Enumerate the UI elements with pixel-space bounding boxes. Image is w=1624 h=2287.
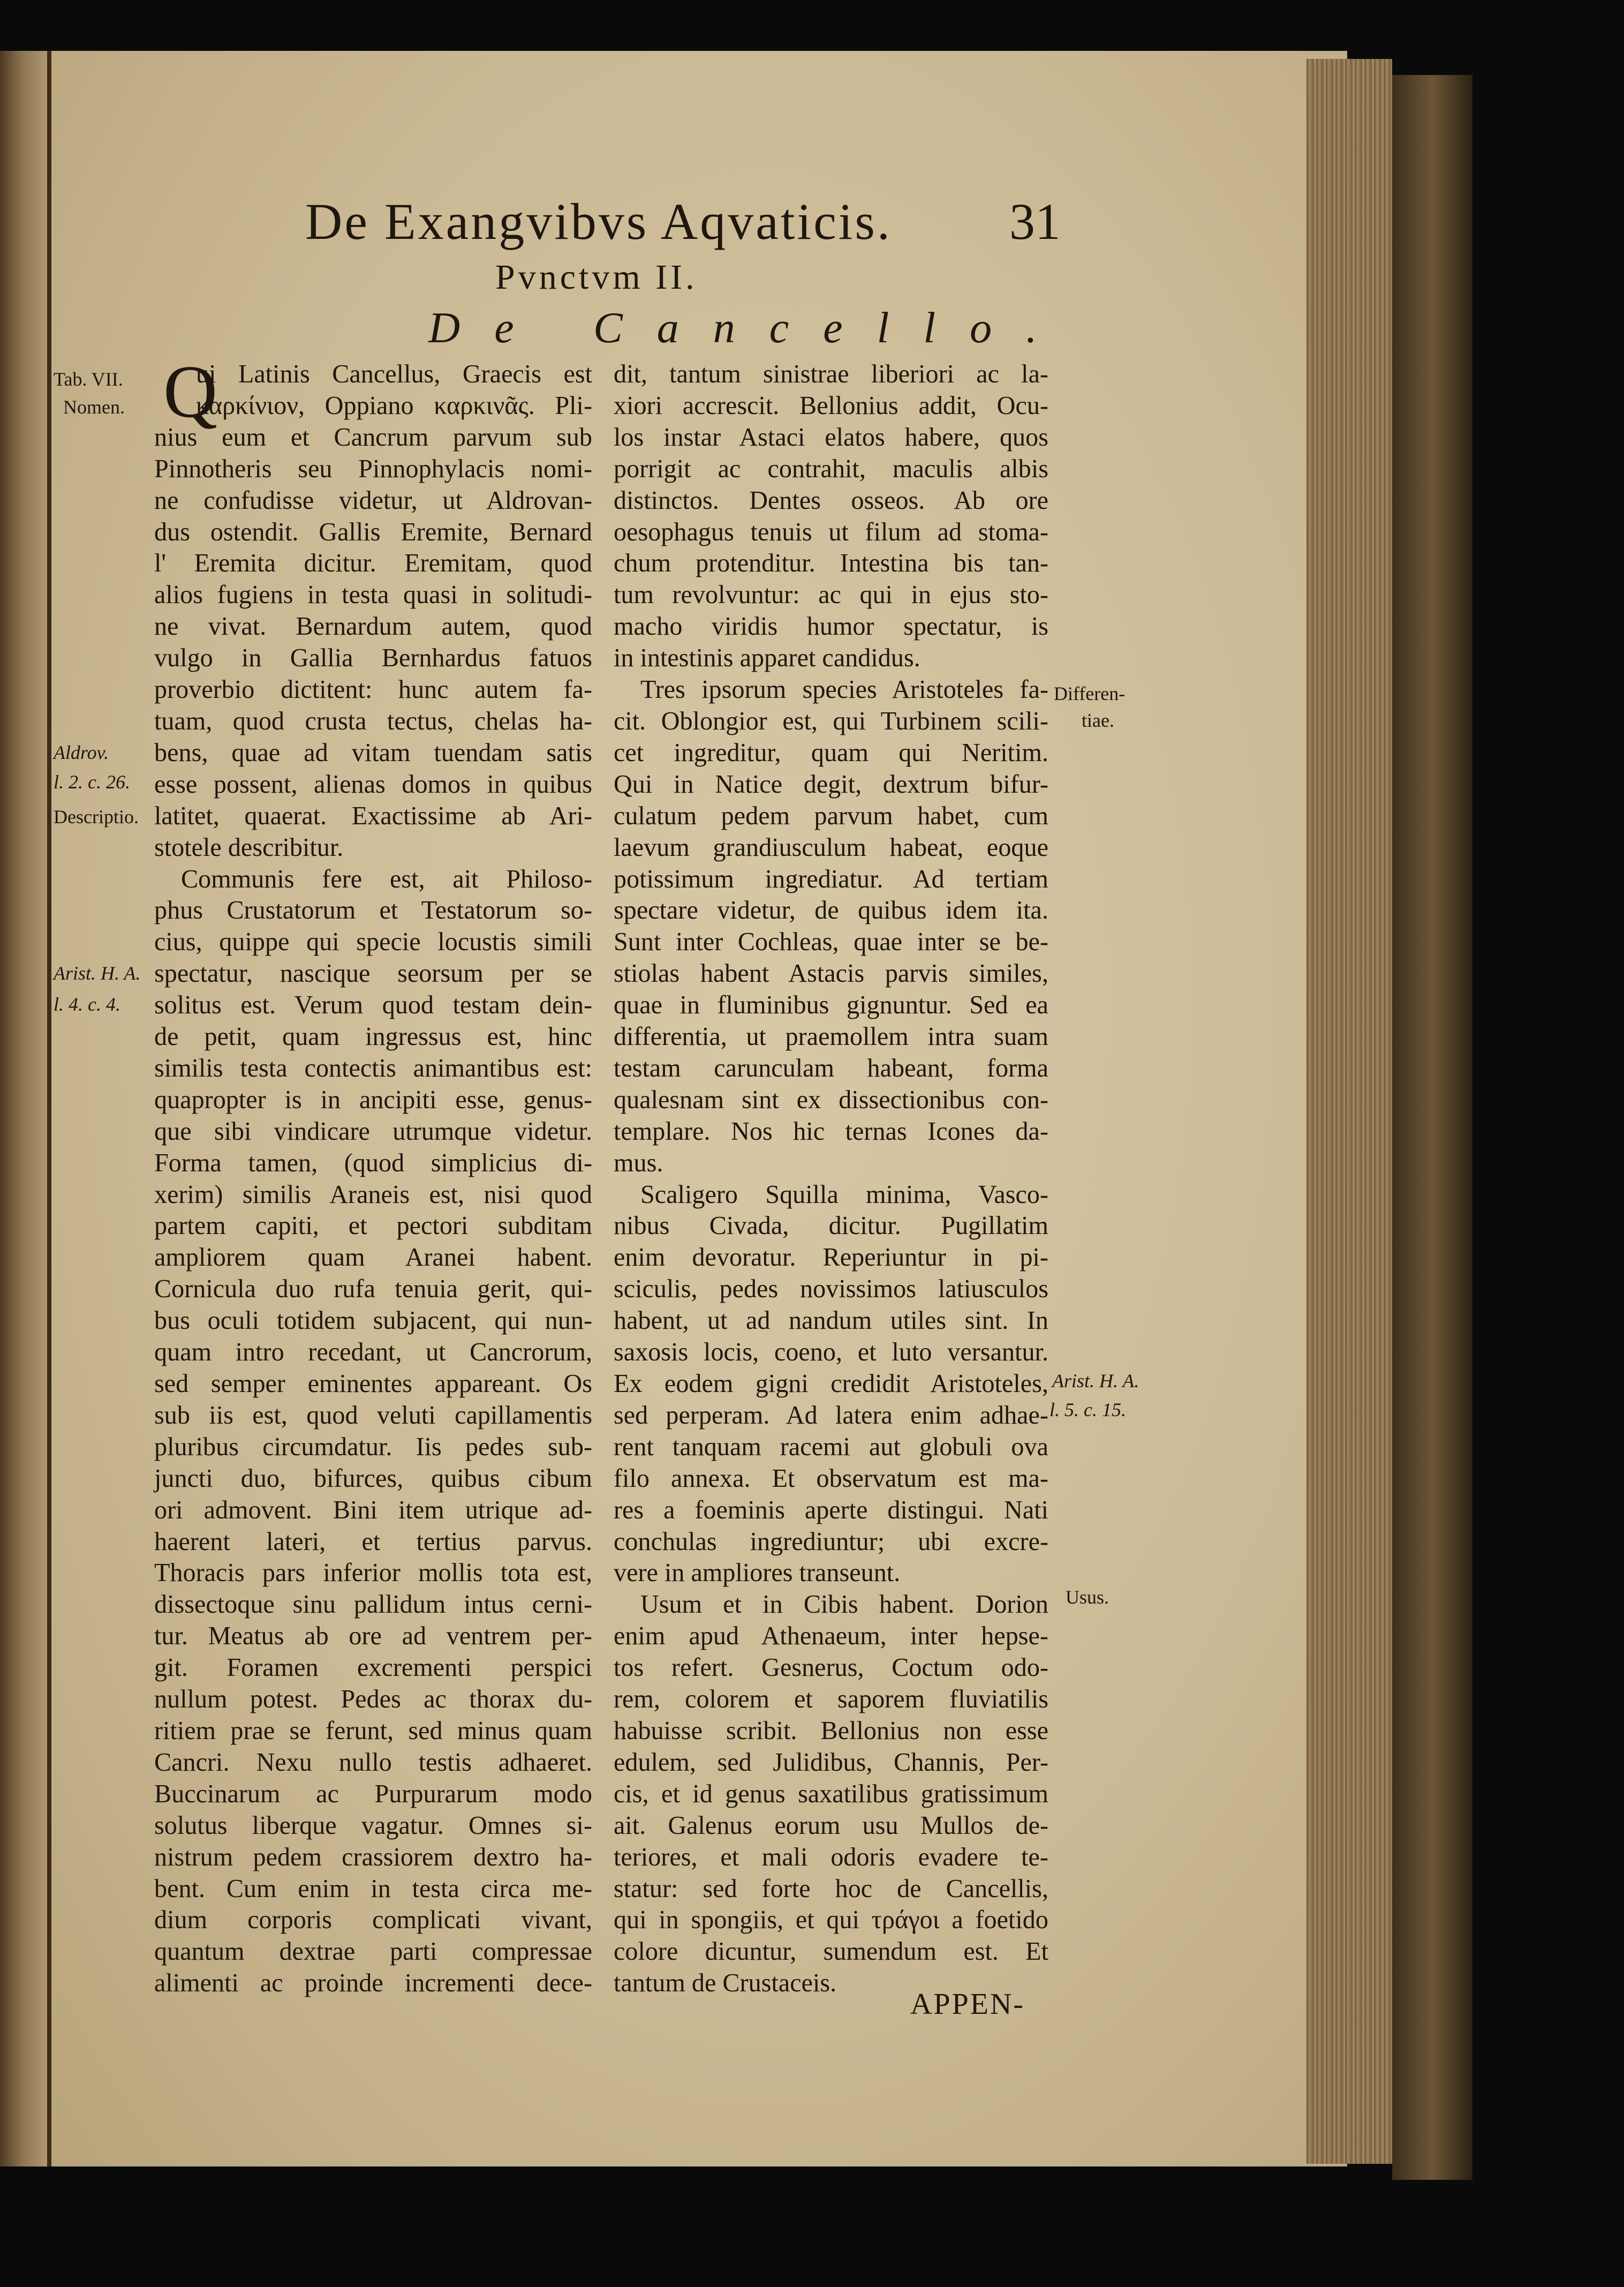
text-line: Usum et in Cibis habent. Dorion bbox=[640, 1590, 1048, 1619]
text-line: Forma tamen, (quod simplicius di- bbox=[154, 1148, 592, 1177]
text-line: sed semper eminentes appareant. Os bbox=[154, 1370, 592, 1398]
text-line: cit. Oblongior est, qui Turbinem scili- bbox=[614, 706, 1048, 735]
text-line: vere in ampliores transeunt. bbox=[614, 1559, 901, 1588]
text-line: juncti duo, bifurces, quibus cibum bbox=[154, 1464, 592, 1493]
section-subtitle: De Cancello. bbox=[428, 303, 1071, 352]
text-line: nistrum pedem crassiorem dextro ha- bbox=[154, 1842, 592, 1871]
text-line: partem capiti, et pectori subditam bbox=[154, 1212, 592, 1240]
text-line: alimenti ac proinde incrementi dece- bbox=[154, 1969, 592, 1998]
text-line: chum protenditur. Intestina bis tan- bbox=[614, 549, 1048, 578]
text-line: bens, quae ad vitam tuendam satis bbox=[154, 738, 592, 767]
text-line: tuam, quod crusta tectus, chelas ha- bbox=[154, 706, 592, 735]
text-line: quam intro recedant, ut Cancrorum, bbox=[154, 1338, 592, 1367]
text-line: solitus est. Verum quod testam dein- bbox=[154, 991, 592, 1020]
text-line: testam carunculam habeant, forma bbox=[614, 1054, 1048, 1082]
text-line: dium corporis complicati vivant, bbox=[154, 1906, 592, 1935]
margin-note-nomen: Nomen. bbox=[63, 396, 125, 418]
text-line: culatum pedem parvum habet, cum bbox=[614, 801, 1048, 830]
text-line: templare. Nos hic ternas Icones da- bbox=[614, 1117, 1048, 1146]
text-line: Cancri. Nexu nullo testis adhaeret. bbox=[154, 1748, 592, 1777]
text-line: edulem, sed Julidibus, Channis, Per- bbox=[614, 1748, 1048, 1777]
text-line: xiori accrescit. Bellonius addit, Ocu- bbox=[614, 391, 1048, 420]
text-line: dissectoque sinu pallidum intus cerni- bbox=[154, 1590, 592, 1619]
text-line: ne confudisse videtur, ut Aldrovan- bbox=[154, 486, 592, 515]
text-line: esse possent, alienas domos in quibus bbox=[154, 770, 592, 799]
text-line: Sunt inter Cochleas, quae inter se be- bbox=[614, 928, 1048, 957]
text-line: Ex eodem gigni credidit Aristoteles, bbox=[614, 1370, 1048, 1398]
text-line: que sibi vindicare utrumque videtur. bbox=[154, 1117, 592, 1146]
text-line: tos refert. Gesnerus, Coctum odo- bbox=[614, 1653, 1048, 1682]
book-cover bbox=[1392, 75, 1472, 2180]
text-line: Cornicula duo rufa tenuia gerit, qui- bbox=[154, 1275, 592, 1304]
text-line: mus. bbox=[614, 1148, 663, 1177]
text-line: teriores, et mali odoris evadere te- bbox=[614, 1842, 1048, 1871]
text-line: ait. Galenus eorum usu Mullos de- bbox=[614, 1811, 1048, 1840]
text-line: enim apud Athenaeum, inter hepse- bbox=[614, 1622, 1048, 1651]
text-line: phus Crustatorum et Testatorum so- bbox=[154, 896, 592, 925]
margin-note-differentiae: Differen- bbox=[1054, 683, 1126, 704]
text-line: nibus Civada, dicitur. Pugillatim bbox=[614, 1212, 1048, 1240]
page-number: 31 bbox=[1009, 193, 1061, 250]
margin-note-arist: Arist. H. A. bbox=[54, 962, 141, 984]
text-line: Pinnotheris seu Pinnophylacis nomi- bbox=[154, 454, 592, 483]
text-line: vulgo in Gallia Bernhardus fatuos bbox=[154, 644, 592, 673]
text-line: cius, quippe qui specie locustis simili bbox=[154, 928, 592, 957]
text-line: dus ostendit. Gallis Eremite, Bernard bbox=[154, 517, 592, 546]
right-text-column bbox=[614, 359, 1048, 1999]
text-line: pluribus circumdatur. Iis pedes sub- bbox=[154, 1432, 592, 1461]
text-line: colore dicuntur, sumendum est. Et bbox=[614, 1937, 1048, 1966]
text-line: l' Eremita dicitur. Eremitam, quod bbox=[154, 549, 592, 578]
text-line: qui in spongiis, et qui τράγοι a foetido bbox=[614, 1906, 1048, 1935]
text-line: ui Latinis Cancellus, Graecis est bbox=[196, 360, 592, 388]
text-line: bent. Cum enim in testa circa me- bbox=[154, 1874, 592, 1903]
text-line: tum revolvuntur: ac qui in ejus sto- bbox=[614, 581, 1048, 610]
text-line: porrigit ac contrahit, maculis albis bbox=[614, 454, 1048, 483]
text-line: sub iis est, quod veluti capillamentis bbox=[154, 1401, 592, 1430]
text-line: nius eum et Cancrum parvum sub bbox=[154, 423, 592, 452]
text-line: rent tanquam racemi aut globuli ova bbox=[614, 1432, 1048, 1461]
text-line: quae in fluminibus gignuntur. Sed ea bbox=[614, 991, 1048, 1020]
text-line: tur. Meatus ab ore ad ventrem per- bbox=[154, 1622, 592, 1651]
text-line: potissimum ingrediatur. Ad tertiam bbox=[614, 864, 1048, 893]
running-head: De Exangvibvs Aqvaticis. bbox=[305, 193, 892, 250]
text-line: stotele describitur. bbox=[154, 833, 344, 862]
text-line: filo annexa. Et observatum est ma- bbox=[614, 1464, 1048, 1493]
text-line: ampliorem quam Aranei habent. bbox=[154, 1243, 592, 1272]
margin-note-arist-right: Arist. H. A. bbox=[1052, 1370, 1139, 1391]
text-line: tantum de Crustaceis. bbox=[614, 1969, 837, 1998]
text-line: laevum grandiusculum habeat, eoque bbox=[614, 833, 1048, 862]
text-line: alios fugiens in testa quasi in solitudi- bbox=[154, 581, 592, 610]
margin-note-arist-ref: l. 4. c. 4. bbox=[54, 994, 120, 1015]
text-line: Communis fere est, ait Philoso- bbox=[181, 864, 592, 893]
text-line: differentia, ut praemollem intra suam bbox=[614, 1022, 1048, 1051]
text-line: Scaligero Squilla minima, Vasco- bbox=[640, 1180, 1048, 1209]
margin-note-differentiae-2: tiae. bbox=[1082, 710, 1114, 731]
text-line: cet ingreditur, quam qui Neritim. bbox=[614, 738, 1048, 767]
text-line: nullum potest. Pedes ac thorax du- bbox=[154, 1685, 592, 1714]
text-line: ne vivat. Bernardum autem, quod bbox=[154, 612, 592, 641]
left-text-column bbox=[154, 350, 592, 1999]
text-line: dit, tantum sinistrae liberiori ac la- bbox=[614, 360, 1048, 388]
text-line: res a foeminis aperte distingui. Nati bbox=[614, 1495, 1048, 1524]
drop-capital: Q bbox=[163, 350, 218, 433]
text-line: conchulas ingrediuntur; ubi excre- bbox=[614, 1527, 1048, 1556]
text-line: Thoracis pars inferior mollis tota est, bbox=[154, 1559, 592, 1588]
margin-note-arist-right-ref: l. 5. c. 15. bbox=[1049, 1399, 1126, 1420]
text-line: Qui in Natice degit, dextrum bifur- bbox=[614, 770, 1048, 799]
text-line: quantum dextrae parti compressae bbox=[154, 1937, 592, 1966]
text-line: git. Foramen excrementi perspici bbox=[154, 1653, 592, 1682]
text-line: ori admovent. Bini item utrique ad- bbox=[154, 1495, 592, 1524]
text-line: bus oculi totidem subjacent, qui nun- bbox=[154, 1306, 592, 1335]
text-line: habuisse scribit. Bellonius non esse bbox=[614, 1716, 1048, 1745]
text-line: enim devoratur. Reperiuntur in pi- bbox=[614, 1243, 1048, 1272]
text-line: ritiem prae se ferunt, sed minus quam bbox=[154, 1716, 592, 1745]
text-line: los instar Astaci elatos habere, quos bbox=[614, 423, 1048, 452]
text-line: solutus liberque vagatur. Omnes si- bbox=[154, 1811, 592, 1840]
text-line: latitet, quaerat. Exactissime ab Ari- bbox=[154, 801, 592, 830]
text-line: sed perperam. Ad latera enim adhae- bbox=[614, 1401, 1048, 1430]
text-line: proverbio dictitent: hunc autem fa- bbox=[154, 675, 592, 704]
text-line: de petit, quam ingressus est, hinc bbox=[154, 1022, 592, 1051]
text-line: saxosis locis, coeno, et luto versantur. bbox=[614, 1338, 1048, 1367]
margin-note-tab: Tab. VII. bbox=[54, 368, 123, 390]
text-line: rem, colorem et saporem fluviatilis bbox=[614, 1685, 1048, 1714]
text-line: xerim) similis Araneis est, nisi quod bbox=[154, 1180, 592, 1209]
margin-note-aldrov: Aldrov. bbox=[54, 742, 109, 763]
margin-note-usus: Usus. bbox=[1066, 1586, 1109, 1608]
text-line: similis testa contectis animantibus est: bbox=[154, 1054, 592, 1082]
text-line: Tres ipsorum species Aristoteles fa- bbox=[640, 675, 1048, 704]
text-line: habent, ut ad nandum utiles sint. In bbox=[614, 1306, 1048, 1335]
text-line: haerent lateri, et tertius parvus. bbox=[154, 1527, 592, 1556]
text-line: macho viridis humor spectatur, is bbox=[614, 612, 1048, 641]
page-stack-edges bbox=[1306, 59, 1392, 2164]
text-line: qualesnam sint ex dissectionibus con- bbox=[614, 1085, 1048, 1114]
text-line: sciculis, pedes novissimos latiusculos bbox=[614, 1275, 1048, 1304]
catchword: APPEN- bbox=[910, 1988, 1025, 2021]
text-line: statur: sed forte hoc de Cancellis, bbox=[614, 1874, 1048, 1903]
text-line: in intestinis apparet candidus. bbox=[614, 644, 920, 673]
text-line: distinctos. Dentes osseos. Ab ore bbox=[614, 486, 1048, 515]
text-line: stiolas habent Astacis parvis similes, bbox=[614, 959, 1048, 988]
text-line: spectatur, nascique seorsum per se bbox=[154, 959, 592, 988]
text-line: quapropter is in ancipiti esse, genus- bbox=[154, 1085, 592, 1114]
margin-note-aldrov-ref: l. 2. c. 26. bbox=[54, 771, 130, 793]
facing-page-edge bbox=[0, 51, 48, 2166]
text-line: spectare videtur, de quibus idem ita. bbox=[614, 896, 1048, 925]
text-line: Buccinarum ac Purpurarum modo bbox=[154, 1779, 592, 1808]
text-line: oesophagus tenuis ut filum ad stoma- bbox=[614, 517, 1048, 546]
section-title: Pvnctvm II. bbox=[495, 258, 698, 297]
margin-note-descriptio: Descriptio. bbox=[54, 806, 139, 827]
text-line: cis, et id genus saxatilibus gratissimum bbox=[614, 1779, 1048, 1808]
text-line: καρκίνιον, Oppiano καρκινᾶς. Pli- bbox=[196, 391, 592, 420]
